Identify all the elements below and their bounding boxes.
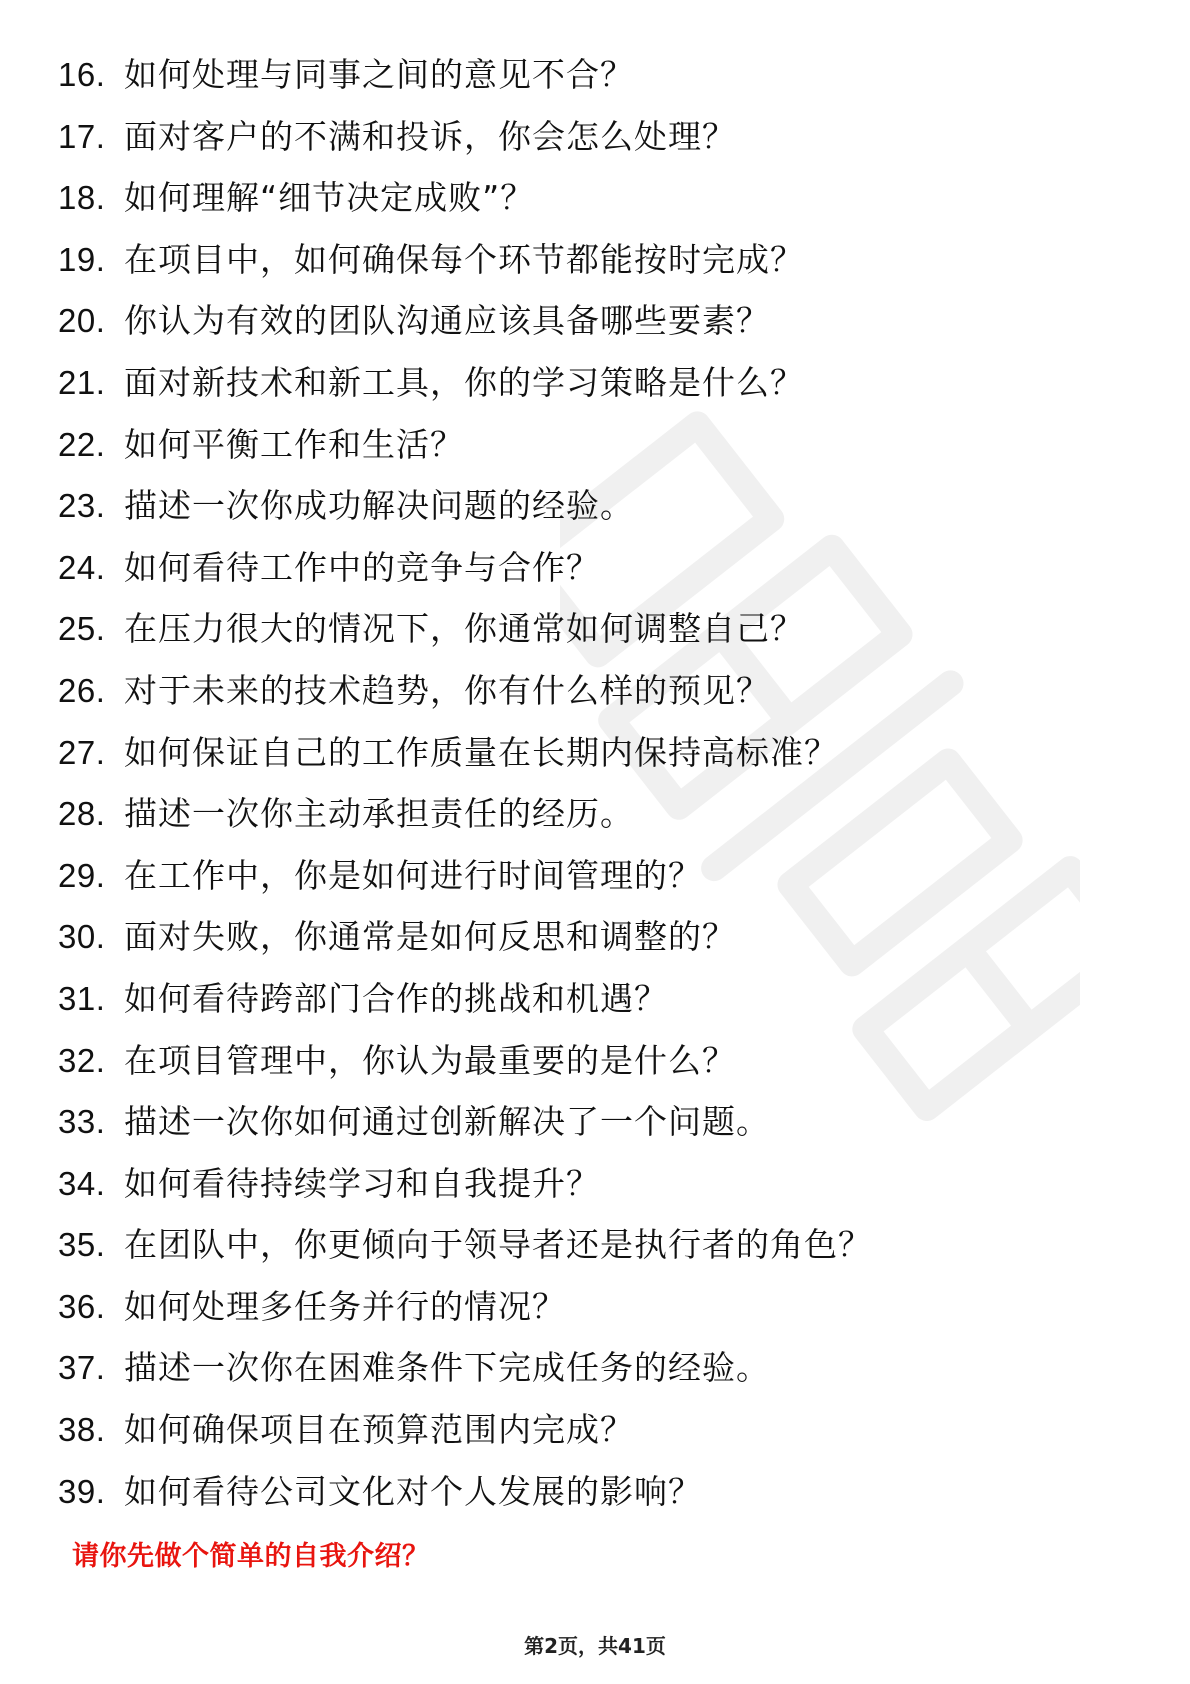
question-number: 19.	[58, 240, 106, 278]
question-number: 34.	[58, 1164, 106, 1202]
question-item	[58, 783, 1138, 845]
question-item	[58, 722, 1138, 784]
question-text: 面对新技术和新工具，你的学习策略是什么？	[124, 362, 804, 402]
question-item	[58, 44, 1138, 106]
question-number: 39.	[58, 1472, 106, 1510]
question-number: 30.	[58, 918, 106, 956]
question-list	[58, 44, 1138, 1522]
question-item	[58, 1461, 1138, 1523]
question-text: 如何处理多任务并行的情况？	[124, 1286, 566, 1326]
question-text: 在工作中，你是如何进行时间管理的？	[124, 855, 702, 895]
question-text: 对于未来的技术趋势，你有什么样的预见？	[124, 670, 770, 710]
question-number: 17.	[58, 117, 106, 155]
question-item	[58, 290, 1138, 352]
question-number: 22.	[58, 425, 106, 463]
question-item	[58, 906, 1138, 968]
question-number: 33.	[58, 1103, 106, 1141]
question-text: 面对失败，你通常是如何反思和调整的？	[124, 917, 736, 957]
question-item	[58, 845, 1138, 907]
question-number: 35.	[58, 1226, 106, 1264]
question-number: 21.	[58, 363, 106, 401]
question-number: 32.	[58, 1041, 106, 1079]
question-item	[58, 1276, 1138, 1338]
question-text: 描述一次你成功解决问题的经验。	[124, 486, 634, 526]
question-number: 36.	[58, 1287, 106, 1325]
question-item	[58, 1214, 1138, 1276]
question-item	[58, 537, 1138, 599]
question-text: 在压力很大的情况下，你通常如何调整自己？	[124, 609, 804, 649]
question-item	[58, 167, 1138, 229]
question-item	[58, 1091, 1138, 1153]
question-item	[58, 229, 1138, 291]
question-item	[58, 660, 1138, 722]
question-text: 描述一次你主动承担责任的经历。	[124, 794, 634, 834]
question-number: 38.	[58, 1411, 106, 1449]
question-item	[58, 352, 1138, 414]
question-text: 描述一次你如何通过创新解决了一个问题。	[124, 1102, 770, 1142]
page-footer: 第2页，共41页	[524, 1634, 666, 1658]
question-number: 20.	[58, 302, 106, 340]
question-text: 在项目管理中，你认为最重要的是什么？	[124, 1040, 736, 1080]
question-number: 23.	[58, 487, 106, 525]
question-text: 你认为有效的团队沟通应该具备哪些要素？	[124, 301, 770, 341]
question-item	[58, 475, 1138, 537]
question-text: 在团队中，你更倾向于领导者还是执行者的角色？	[124, 1225, 872, 1265]
question-item	[58, 414, 1138, 476]
question-number: 26.	[58, 671, 106, 709]
question-number: 25.	[58, 610, 106, 648]
question-text: 描述一次你在困难条件下完成任务的经验。	[124, 1348, 770, 1388]
highlight-question: 请你先做个简单的自我介绍？	[72, 1541, 430, 1572]
question-text: 如何保证自己的工作质量在长期内保持高标准？	[124, 732, 838, 772]
question-text: 如何理解“细节决定成败”？	[124, 178, 535, 218]
question-number: 18.	[58, 179, 106, 217]
question-item	[58, 1030, 1138, 1092]
question-item	[58, 1399, 1138, 1461]
question-item	[58, 1153, 1138, 1215]
question-number: 37.	[58, 1349, 106, 1387]
question-item	[58, 106, 1138, 168]
question-item	[58, 598, 1138, 660]
question-item	[58, 968, 1138, 1030]
question-text: 如何看待跨部门合作的挑战和机遇？	[124, 978, 668, 1018]
question-number: 24.	[58, 548, 106, 586]
question-text: 如何确保项目在预算范围内完成？	[124, 1410, 634, 1450]
question-text: 在项目中，如何确保每个环节都能按时完成？	[124, 239, 804, 279]
question-number: 31.	[58, 979, 106, 1017]
question-text: 如何看待公司文化对个人发展的影响？	[124, 1471, 702, 1511]
question-number: 27.	[58, 733, 106, 771]
question-text: 面对客户的不满和投诉，你会怎么处理？	[124, 116, 736, 156]
question-number: 29.	[58, 856, 106, 894]
question-text: 如何处理与同事之间的意见不合？	[124, 55, 634, 94]
question-text: 如何看待持续学习和自我提升？	[124, 1163, 600, 1203]
question-text: 如何平衡工作和生活？	[124, 424, 464, 464]
question-number: 16.	[58, 56, 106, 93]
question-item	[58, 1337, 1138, 1399]
question-text: 如何看待工作中的竞争与合作？	[124, 547, 600, 587]
question-number: 28.	[58, 795, 106, 833]
